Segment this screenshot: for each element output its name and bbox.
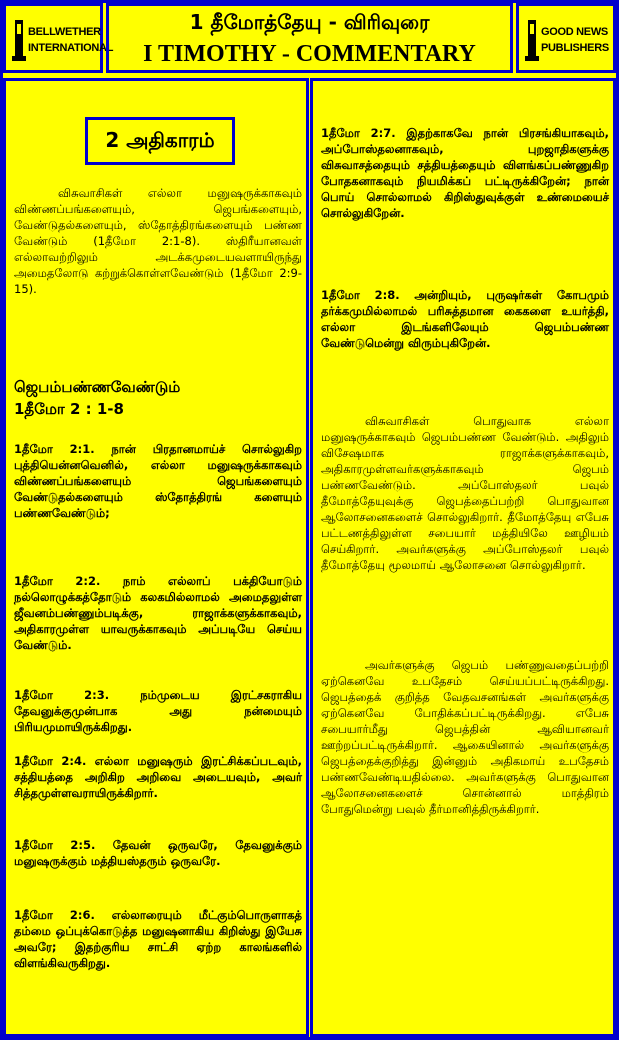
intro-paragraph: விசுவாசிகள் எல்லா மனுஷருக்காகவும் விண்ணப்பங்களையும், ஜெபங்களையும், வேண்டுதல்களையும், ஸ்தோத்திரங்களையும் பண்ண வேண்டும் (1தீமோ 2:1-8). ஸ்திரீயானவள் எல்லாவற்றிலும் அடக்கமுடையவளாயிருந்து அமைதலோடு கற்றுக்கொள்ளவேண்டும் (1தீமோ 2:9-15). (14, 186, 302, 296)
commentary-paragraph-1: விசுவாசிகள் பொதுவாக எல்லா மனுஷருக்காகவும் ஜெபம்பண்ண வேண்டும். அதிலும் விசேஷமாக ராஜாக்களுக்காகவும், அதிகாரமுள்ளவர்களுக்காகவும் ஜெபம் பண்ணவேண்டும். அப்போஸ்தலர் பவுல் தீமோத்தேயுவுக்கு ஜெபத்தைப்பற்றி பொதுவான ஆலோசனைகளைச் சொல்லுகிறார். தீமோத்தேயு எபேசு பட்டணத்திலுள்ள சபையார் மத்தியிலே ஊழியம் செய்கிறார். அவர்களுக்கு அப்போஸ்தலர் பவுல் தீமோத்தேயு மூலமாய் ஆலோசனை சொல்லுகிறார். (321, 414, 609, 572)
title-box (106, 3, 513, 73)
right-logo-box (516, 3, 616, 73)
title-english: I TIMOTHY - COMMENTARY (143, 41, 476, 67)
verse-5: 1தீமோ 2:5. தேவன் ஒருவரே, தேவனுக்கும் மனுஷருக்கும் மத்தியஸ்தரும் ஒருவரே. (14, 838, 302, 868)
right-logo-text: GOOD NEWS PUBLISHERS (541, 26, 609, 54)
publisher-icon (525, 18, 539, 62)
verse-7: 1தீமோ 2:7. இதற்காகவே நான் பிரசங்கியாகவும், அப்போஸ்தலனாகவும், புறஜாதிகளுக்கு விசுவாசத்தையும் சத்தியத்தையும் விளங்கப்பண்ணுகிற போதகனாகவும் நியமிக்கப் பட்டிருக்கிறேன்; நான் பொய் சொல்லாமல் கிறிஸ்துவுக்குள் உண்மையைச் சொல்லுகிறேன். (321, 126, 609, 220)
verse-3: 1தீமோ 2:3. நம்முடைய இரட்சகராகிய தேவனுக்குமுன்பாக அது நன்மையும் பிரியமுமாயிருக்கிறது. (14, 688, 302, 734)
bellwether-logo (12, 14, 114, 66)
section-reference: 1தீமோ 2 : 1-8 (14, 400, 124, 418)
left-logo-box (3, 3, 114, 73)
left-logo-text: BELLWETHER INTERNATIONAL (28, 26, 114, 54)
verse-8: 1தீமோ 2:8. அன்றியும், புருஷர்கள் கோபமும் தர்க்கமுமில்லாமல் பரிசுத்தமான கைகளை உயர்த்தி, எல்லா இடங்களிலேயும் ஜெபம்பண்ண வேண்டுமென்று விரும்புகிறேன். (321, 288, 609, 350)
verse-1: 1தீமோ 2:1. நான் பிரதானமாய்ச் சொல்லுகிற புத்தியென்னவெனில், எல்லா மனுஷருக்காகவும் விண்ணப்பங்களையும் ஜெபங்களையும் வேண்டுதல்களையும் ஸ்தோத்திரங் களையும் பண்ணவேண்டும்; (14, 442, 302, 520)
left-column (3, 78, 309, 1037)
sheep-icon (12, 18, 26, 62)
verse-2: 1தீமோ 2:2. நாம் எல்லாப் பக்தியோடும் நல்லொழுக்கத்தோடும் கலகமில்லாமல் அமைதலுள்ள ஜீவனம்பண்ணும்படிக்கு, ராஜாக்களுக்காகவும், அதிகாரமுள்ள யாவருக்காகவும் அப்படியே செய்ய வேண்டும். (14, 574, 302, 652)
verse-6: 1தீமோ 2:6. எல்லாரையும் மீட்கும்பொருளாகத் தம்மை ஒப்புக்கொடுத்த மனுஷனாகிய கிறிஸ்து இயேசு அவரே; இதற்குரிய சாட்சி ஏற்ற காலங்களில் விளங்கிவருகிறது. (14, 908, 302, 970)
chapter-label: 2 அதிகாரம் (85, 117, 235, 165)
right-column (310, 78, 616, 1037)
commentary-paragraph-2: அவர்களுக்கு ஜெபம் பண்ணுவதைப்பற்றி ஏற்கெனவே உபதேசம் செய்யப்பட்டிருக்கிறது. ஜெபத்தைக் குறித்த வேதவசனங்கள் அவர்களுக்கு ஏற்கெனவே போதிக்கப்பட்டிருக்கிறது. எபேசு சபையார்மீது ஜெபத்தின் ஆவியானவர் ஊற்றப்பட்டிருக்கிறார். ஆகையினால் அவர்களுக்கு ஜெபத்தைக்குறித்து இன்னும் அதிகமாய் உபதேசம் பண்ணவேண்டியதில்லை. அவர்களுக்கு பொதுவான ஆலோசனைகளைச் சொன்னால் மாத்திரம் போதுமென்று பவுல் தீர்மானித்திருக்கிறார். (321, 658, 609, 816)
verse-4: 1தீமோ 2:4. எல்லா மனுஷரும் இரட்சிக்கப்படவும், சத்தியத்தை அறிகிற அறிவை அடையவும், அவர் சித்தமுள்ளவராயிருக்கிறார். (14, 754, 302, 800)
good-news-logo (525, 14, 613, 66)
page-header (0, 0, 619, 76)
section-heading: ஜெபம்பண்ணவேண்டும் (14, 378, 181, 396)
title-tamil: 1 தீமோத்தேயு - விரிவுரை (189, 10, 430, 34)
